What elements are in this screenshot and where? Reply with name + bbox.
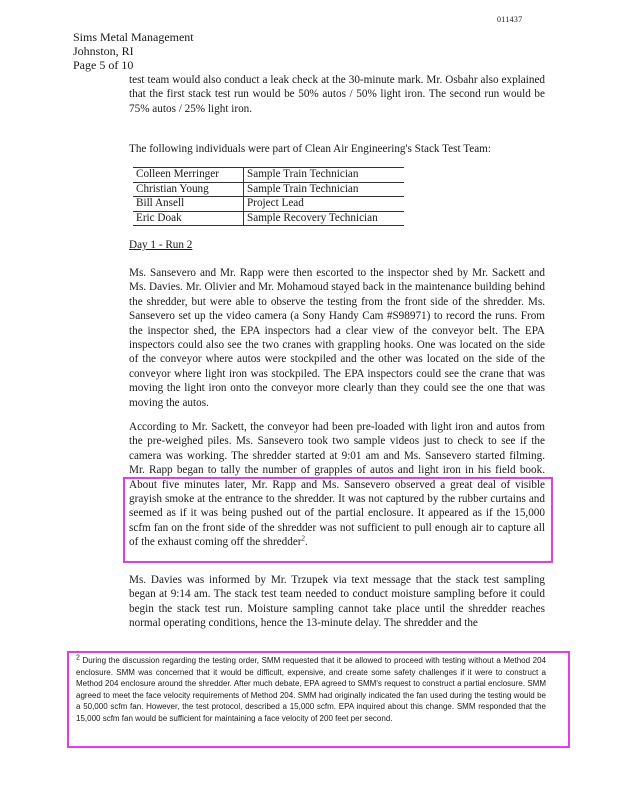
paragraph-team-intro: The following individuals were part of Clean Air Engineering's Stack Test Team: <box>129 143 491 155</box>
table-row <box>133 168 404 183</box>
team-member-name: Eric Doak <box>133 211 244 226</box>
team-member-name: Bill Ansell <box>133 197 244 212</box>
table-row <box>133 182 404 197</box>
footnote-number: 2 <box>76 654 80 662</box>
footnote <box>76 655 546 724</box>
paragraph-inspector-shed: Ms. Sansevero and Mr. Rapp were then escorted to the inspector shed by Mr. Sackett and Ms. Davies. Mr. Olivier and Mr. Mohamoud stayed back in the maintenance building behind the shredder, but were able to observe the testing from the front side of the shredder. Ms. Sansevero set up the video camera (a Sony Handy Cam #S98971) to record the runs. From the inspector shed, the EPA inspectors had a clear view of the conveyor belt. The EPA inspectors could also see the two cranes with grappling hooks. One was located on the side of the conveyor where autos were stockpiled and the other was located on the side of the conveyor where light iron was stockpiled. The EPA inspectors could see the crane that was moving the light iron onto the conveyor more clearly than they could see the one that was moving the autos. <box>129 267 545 409</box>
team-member-name: Christian Young <box>133 182 244 197</box>
document-id: 011437 <box>497 15 523 24</box>
paragraph-stack-sampling: Ms. Davies was informed by Mr. Trzupek via text message that the stack test sampling began at 9:14 am. The stack test team needed to conduct moisture sampling before it could begin the stack test run. Moisture sampling cannot take place until the shredder reaches normal operating conditions, hence the 13-minute delay. The shredder and the <box>129 574 545 630</box>
team-member-role: Project Lead <box>244 197 405 212</box>
footnote-text: During the discussion regarding the testing order, SMM requested that it be allowed to proceed with testing without a Method 204 enclosure. SMM was concerned that it would be difficult, expensive, and create some safety challenges if it were to construct a Method 204 enclosure around the shredder. After much debate, EPA agreed to SMM's request to construct a partial enclosure. SMM agreed to meet the face velocity requirements of Method 204. SMM had originally indicated the fan used during the testing would be a 50,000 scfm fan. However, the test protocol, described a 15,000 scfm. EPA inquired about this change. SMM responded that the 15,000 scfm fan would be sufficient for maintaining a face velocity of 200 feet per second. <box>76 656 546 723</box>
page-header <box>73 30 194 72</box>
team-member-role: Sample Train Technician <box>244 182 405 197</box>
page-number: Page 5 of 10 <box>73 58 134 72</box>
paragraph-test-runs: test team would also conduct a leak check at the 30-minute mark. Mr. Osbahr also explained that the first stack test run would be 50% autos / 50% light iron. The second run would be 75% autos / 25% light iron. <box>129 74 545 115</box>
team-member-role: Sample Train Technician <box>244 168 405 183</box>
company-name: Sims Metal Management <box>73 30 194 44</box>
stack-test-team-table <box>133 167 404 226</box>
table-row <box>133 197 404 212</box>
paragraph-shredder-start-text: According to Mr. Sackett, the conveyor had been pre-loaded with light iron and autos from the pre-weighed piles. Ms. Sansevero took two sample videos just to check to see if the camera was working. The shredder started at 9:01 am and Ms. Sansevero started filming. Mr. Rapp began to tally the number of grapples of autos and light iron in his field book. About five minutes later, Mr. Rapp and Ms. Sansevero observed a great deal of visible grayish smoke at the entrance to the shredder. It was not captured by the rubber curtains and seemed as if it was being pushed out of the partial enclosure. It appeared as if the 15,000 scfm fan on the front side of the shredder was not sufficient to pull enough air to capture all of the exhaust coming off the shredder <box>129 421 545 549</box>
team-member-role: Sample Recovery Technician <box>244 211 405 226</box>
section-heading: Day 1 - Run 2 <box>129 239 193 251</box>
location: Johnston, RI <box>73 44 134 58</box>
footnote-reference: 2 <box>301 534 306 543</box>
highlight-annotation-box <box>123 477 553 563</box>
table-row <box>133 211 404 226</box>
team-member-name: Colleen Merringer <box>133 168 244 183</box>
paragraph-end-punctuation: . <box>305 536 308 549</box>
